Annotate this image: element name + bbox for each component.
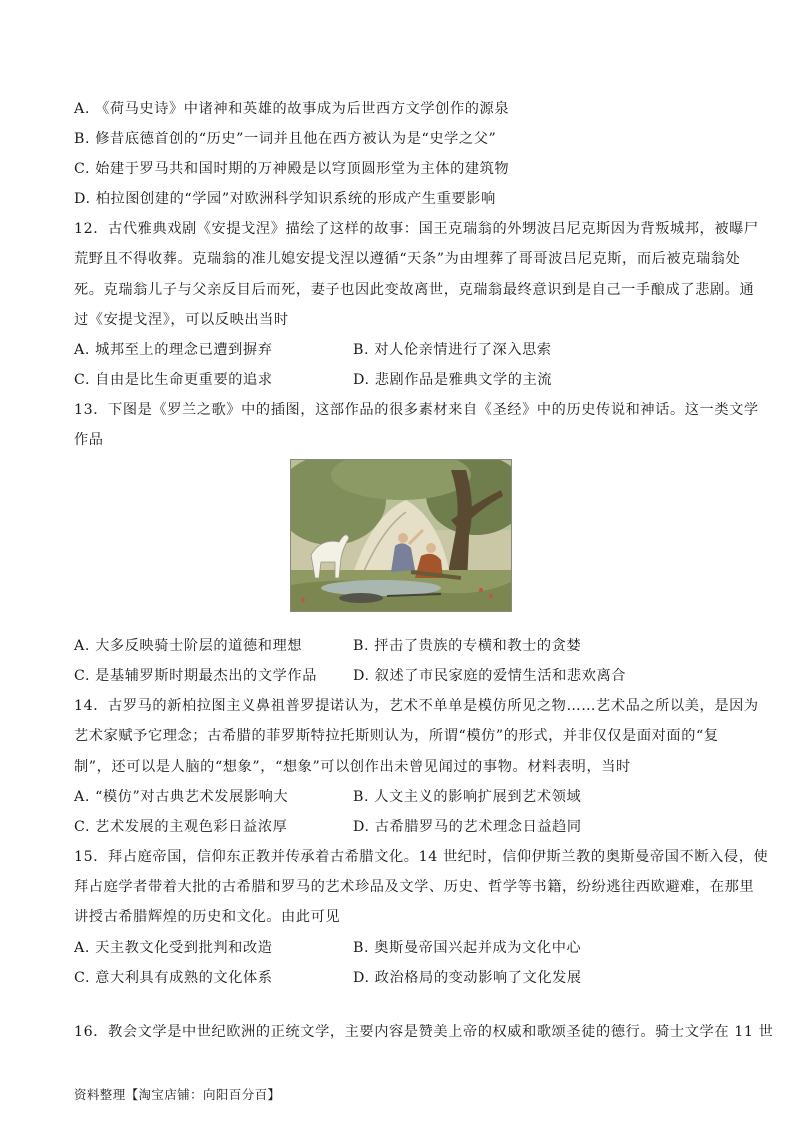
q12-option-a[interactable]: A. 城邦至上的理念已遭到摒弃: [74, 342, 273, 358]
q12-stem-line: 死。克瑞翁儿子与父亲反目后而死，妻子也因此变故离世，克瑞翁最终意识到是自己一手酿成了悲剧。通: [74, 282, 755, 298]
q13-option-c[interactable]: C. 是基辅罗斯时期最杰出的文学作品: [74, 668, 317, 684]
q12-option-b[interactable]: B. 对人伦亲情进行了深入思索: [353, 342, 552, 358]
q11-option-b[interactable]: B. 修昔底德首创的“历史”一词并且他在西方被认为是“史学之父”: [74, 131, 497, 147]
q14-option-d[interactable]: D. 古希腊罗马的艺术理念日益趋同: [353, 819, 582, 835]
q15-option-a[interactable]: A. 天主教文化受到批判和改造: [74, 940, 273, 956]
q12-option-d[interactable]: D. 悲剧作品是雅典文学的主流: [353, 372, 553, 388]
q15-stem-line: 讲授古希腊辉煌的历史和文化。由此可见: [74, 909, 341, 925]
q13-stem-line: 13．下图是《罗兰之歌》中的插图，这部作品的很多素材来自《圣经》中的历史传说和神话。这一类文学: [74, 402, 759, 418]
q15-stem-line: 15．拜占庭帝国，信仰东正教并传承着古希腊文化。14 世纪时，信仰伊斯兰教的奥斯曼帝国不断入侵，使: [74, 849, 769, 865]
q12-stem-line: 12．古代雅典戏剧《安提戈涅》描绘了这样的故事：国王克瑞翁的外甥波吕尼克斯因为背叛城邦，被曝尸: [74, 221, 759, 237]
q13-option-b[interactable]: B. 抨击了贵族的专横和教士的贪婪: [353, 638, 582, 654]
illustration-song-of-roland: [290, 459, 512, 612]
q15-option-d[interactable]: D. 政治格局的变动影响了文化发展: [353, 970, 582, 986]
q14-option-c[interactable]: C. 艺术发展的主观色彩日益浓厚: [74, 819, 288, 835]
q13-stem-line: 作品: [74, 432, 104, 448]
q14-stem-line: 14．古罗马的新柏拉图主义鼻祖普罗提诺认为，艺术不单单是模仿所见之物……艺术品之所以美，是因为: [74, 698, 759, 714]
q11-option-c[interactable]: C. 始建于罗马共和国时期的万神殿是以穹顶圆形堂为主体的建筑物: [74, 161, 510, 177]
q15-option-c[interactable]: C. 意大利具有成熟的文化体系: [74, 970, 273, 986]
q15-stem-line: 拜占庭学者带着大批的古希腊和罗马的艺术珍品及文学、历史、哲学等书籍，纷纷逃往西欧避难，在那里: [74, 879, 755, 895]
q13-option-d[interactable]: D. 叙述了市民家庭的爱情生活和悲欢离合: [353, 668, 627, 684]
q13-option-a[interactable]: A. 大多反映骑士阶层的道德和理想: [74, 638, 303, 654]
page-footer: 资料整理【淘宝店铺：向阳百分百】: [74, 1087, 281, 1102]
q12-stem-line: 荒野且不得收葬。克瑞翁的准儿媳安提戈涅以遵循“天条”为由埋葬了哥哥波吕尼克斯，而后被克瑞翁处: [74, 251, 741, 267]
q14-option-a[interactable]: A. “模仿”对古典艺术发展影响大: [74, 789, 289, 805]
q14-option-b[interactable]: B. 人文主义的影响扩展到艺术领域: [353, 789, 582, 805]
q11-option-d[interactable]: D. 柏拉图创建的“学园”对欧洲科学知识系统的形成产生重要影响: [74, 191, 496, 207]
q12-stem-line: 过《安提戈涅》，可以反映出当时: [74, 312, 289, 328]
q12-option-c[interactable]: C. 自由是比生命更重要的追求: [74, 372, 273, 388]
q16-stem-line: 16．教会文学是中世纪欧洲的正统文学，主要内容是赞美上帝的权威和歌颂圣徒的德行。骑士文学在 11 世: [74, 1024, 774, 1040]
q15-option-b[interactable]: B. 奥斯曼帝国兴起并成为文化中心: [353, 940, 582, 956]
q14-stem-line: 艺术家赋予它理念；古希腊的菲罗斯特拉托斯则认为，所谓“模仿”的形式，并非仅仅是面对面的“复: [74, 728, 719, 744]
q11-option-a[interactable]: A. 《荷马史诗》中诸神和英雄的故事成为后世西方文学创作的源泉: [74, 101, 510, 117]
q14-stem-line: 制”，还可以是人脑的“想象”，“想象”可以创作出未曾见闻过的事物。材料表明，当时: [74, 759, 631, 775]
